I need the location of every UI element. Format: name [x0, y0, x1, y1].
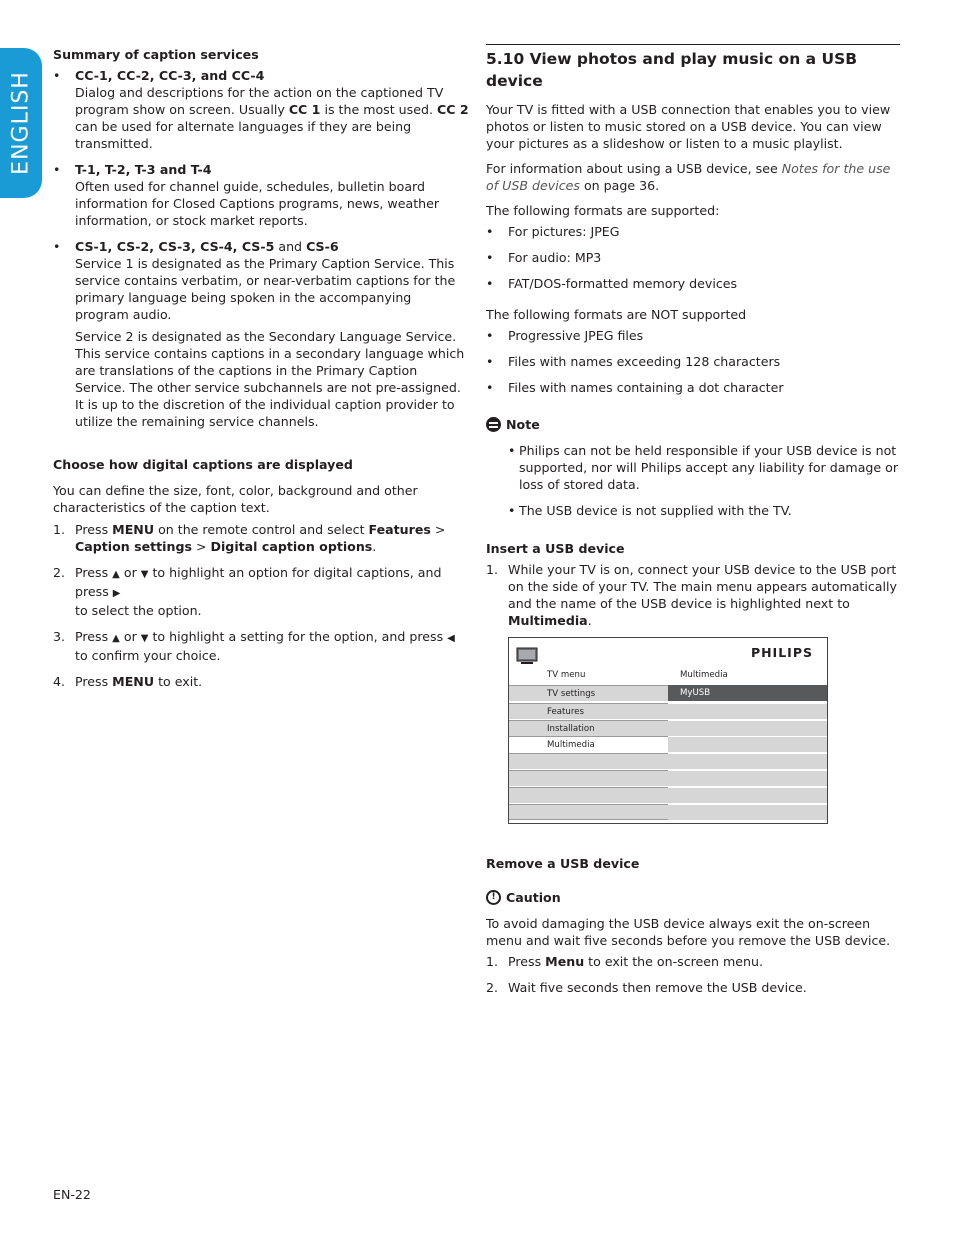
list-item: • Progressive JPEG files [486, 328, 644, 343]
caution-heading: ! Caution [486, 889, 900, 906]
cs-title: CS-1, CS-2, CS-3, CS-4, CS-5 and CS-6 [75, 239, 339, 254]
note-heading: Note [486, 416, 900, 433]
menu-item-empty [509, 753, 668, 769]
note-item: • The USB device is not supplied with the TV. [508, 503, 792, 518]
section-title: 5.10 View photos and play music on a USB device [486, 44, 900, 92]
menu-item-empty [509, 804, 668, 820]
menu-row[interactable] [509, 703, 827, 719]
cc-body: Dialog and descriptions for the action on the captioned TV program show on screen. Usually CC 1 is the most used. CC 2 can be used for alternate languages if they are being transmitted. [75, 85, 469, 151]
step-4: 4. Press MENU to exit. [53, 674, 203, 689]
menu-item-empty [668, 753, 827, 769]
menu-item-empty [509, 787, 668, 803]
left-column [53, 46, 469, 690]
note-item: • Philips can not be held responsible if your USB device is not supported, nor will Philips accept any liability for damage or loss of stored data. [508, 443, 899, 492]
right-column [486, 44, 900, 996]
list-item: • For audio: MP3 [486, 250, 602, 265]
cs-body-2: Service 2 is designated as the Secondary Language Service. This service contains captions in a secondary language which are translations of the captions in the Primary Caption Service. The other service subchannels are not pre-assigned. It is up to the discretion of the individual caption provider to utilize the remaining service channels. [75, 329, 465, 429]
choose-intro: You can define the size, font, color, background and other characteristics of the caption text. [53, 483, 418, 515]
insert-step-1: 1. While your TV is on, connect your USB device to the USB port on the side of your TV. The main menu appears automatically and the name of the USB device is highlighted next to Multimedia. [486, 562, 897, 628]
caution-text: To avoid damaging the USB device always exit the on-screen menu and wait five seconds before you remove the USB device. [486, 916, 891, 948]
list-item: • FAT/DOS-formatted memory devices [486, 276, 738, 291]
tv-menu-screenshot [508, 637, 828, 824]
menu-item-empty [668, 703, 827, 719]
supported-list [486, 223, 900, 292]
choose-heading: Choose how digital captions are displayed [53, 457, 353, 472]
menu-item-myusb[interactable]: MyUSB [668, 685, 827, 701]
left-arrow-icon: ◀ [447, 633, 455, 644]
supported-heading: The following formats are supported: [486, 203, 720, 218]
note-list [486, 442, 900, 519]
menu-row [509, 804, 827, 820]
remove-step-2: 2. Wait five seconds then remove the USB device. [486, 980, 807, 995]
menu-item-tv-settings[interactable]: TV settings [509, 685, 668, 701]
menu-item-empty [668, 770, 827, 786]
menu-item-empty [668, 804, 827, 820]
down-arrow-icon: ▼ [140, 569, 149, 580]
menu-row [509, 753, 827, 769]
notes-reference-link[interactable]: Notes for the use of USB devices [486, 161, 891, 193]
right-arrow-icon: ▶ [112, 588, 121, 599]
menu-item-empty [668, 736, 827, 752]
language-tab-label: ENGLISH [8, 71, 34, 175]
list-item-cs [53, 238, 469, 430]
menu-item-empty [509, 770, 668, 786]
list-item-t [53, 161, 469, 229]
menu-row[interactable] [509, 736, 827, 752]
page-number: EN-22 [53, 1187, 91, 1202]
menu-left-header: TV menu [547, 670, 586, 680]
caution-icon: ! [486, 890, 501, 905]
step-3: 3. Press ▲ or ▼ to highlight a setting for the option, and press ◀ to confirm your choice. [53, 629, 455, 663]
bullet: • [53, 239, 61, 254]
not-supported-list [486, 327, 900, 396]
menu-item-empty [668, 720, 827, 736]
remove-heading: Remove a USB device [486, 856, 640, 871]
list-item-cc [53, 67, 469, 152]
menu-item-features[interactable]: Features [509, 703, 668, 719]
up-arrow-icon: ▲ [112, 569, 120, 580]
summary-heading: Summary of caption services [53, 47, 259, 62]
remove-step-1: 1. Press Menu to exit the on-screen menu. [486, 954, 763, 969]
bullet: • [53, 162, 61, 177]
menu-item-empty [668, 787, 827, 803]
language-side-tab [0, 48, 42, 198]
not-supported-heading: The following formats are NOT supported [486, 307, 747, 322]
menu-row[interactable] [509, 720, 827, 736]
cc-title: CC-1, CC-2, CC-3, and CC-4 [75, 68, 265, 83]
up-arrow-icon: ▲ [112, 633, 120, 644]
step-1: 1. Press MENU on the remote control and select Features > Caption settings > Digital caption options. [53, 522, 446, 554]
insert-heading: Insert a USB device [486, 541, 625, 556]
t-body: Often used for channel guide, schedules, bulletin board information for Closed Captions programs, news, weather information, or stock market reports. [75, 179, 440, 228]
menu-row [509, 770, 827, 786]
down-arrow-icon: ▼ [140, 633, 149, 644]
menu-item-multimedia[interactable]: Multimedia [509, 736, 668, 752]
menu-row [509, 787, 827, 803]
step-2: 2. Press ▲ or ▼ to highlight an option for digital captions, and press ▶ to select the option. [53, 565, 442, 618]
menu-right-header: Multimedia [680, 670, 728, 680]
menu-item-installation[interactable]: Installation [509, 720, 668, 736]
list-item: • For pictures: JPEG [486, 224, 620, 239]
bullet: • [53, 68, 61, 83]
list-item: • Files with names exceeding 128 characters [486, 354, 781, 369]
note-icon [486, 417, 501, 432]
info-paragraph: For information about using a USB device, see Notes for the use of USB devices on page 36. [486, 161, 891, 193]
menu-header-row [509, 667, 827, 683]
t-title: T-1, T-2, T-3 and T-4 [75, 162, 212, 177]
intro-paragraph: Your TV is fitted with a USB connection that enables you to view photos or listen to music stored on a USB device. You can view your pictures as a slideshow or listen to a music playlist. [486, 102, 891, 151]
list-item: • Files with names containing a dot character [486, 380, 784, 395]
tv-icon [515, 646, 539, 666]
menu-row[interactable] [509, 685, 827, 701]
philips-logo: PHILIPS [750, 645, 813, 660]
cs-body-1: Service 1 is designated as the Primary Caption Service. This service contains verbatim, or near-verbatim captions for the primary language being spoken in the accompanying program audio. [75, 256, 456, 322]
